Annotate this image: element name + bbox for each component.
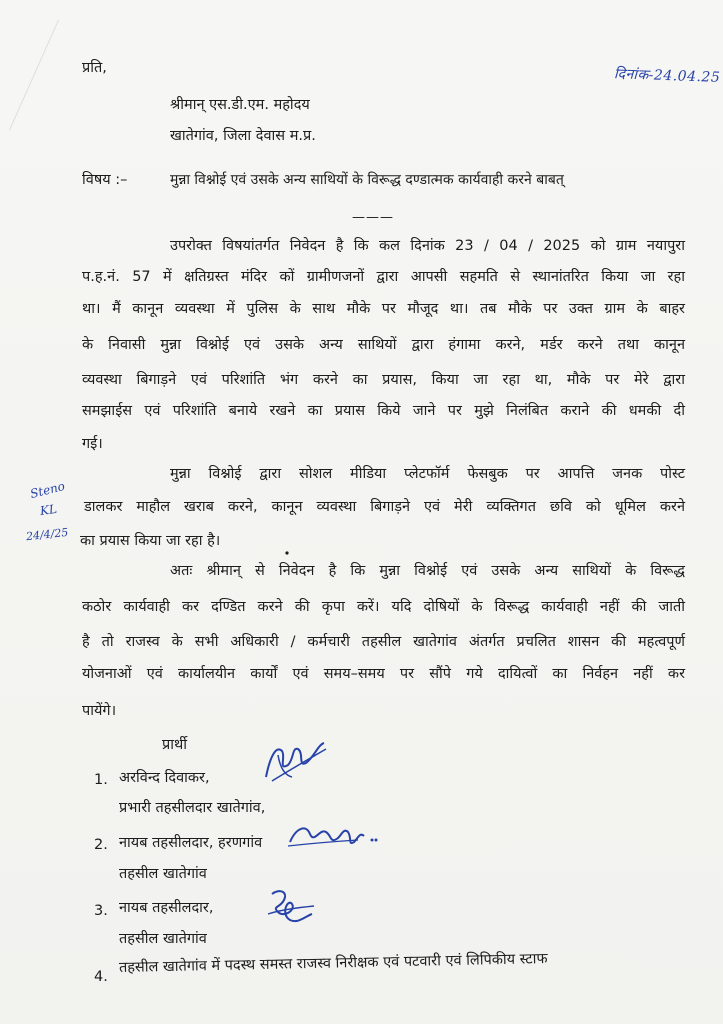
signatory-3-number: 3. bbox=[94, 903, 108, 919]
addressee-line1: श्रीमान् एस.डी.एम. महोदय bbox=[170, 97, 310, 113]
signatory-2-number: 2. bbox=[94, 837, 108, 853]
para3-line1: अतः श्रीमान् से निवेदन है कि मुन्ना विश्नोई एवं उसके अन्य साथियों के विरूद्ध bbox=[170, 563, 685, 579]
para1-line1: उपरोक्त विषयांतर्गत निवेदन है कि कल दिनांक 23 / 04 / 2025 को ग्राम नयापुरा bbox=[170, 238, 685, 254]
signature-1-graphic bbox=[258, 737, 328, 791]
para1-line4: के निवासी मुन्ना विश्नोई एवं उसके अन्य साथियों द्वारा हंगामा करने, मर्डर करने तथा कानून bbox=[82, 337, 685, 353]
para2-line1: मुन्ना विश्नोई द्वारा सोशल मीडिया प्लेटफॉर्म फेसबुक पर आपत्ति जनक पोस्ट bbox=[170, 466, 685, 482]
pen-dot-mark bbox=[284, 550, 290, 556]
signature-3-graphic bbox=[262, 884, 318, 928]
signatories-heading: प्रार्थी bbox=[162, 737, 188, 753]
subject-text: मुन्ना विश्नोई एवं उसके अन्य साथियों के विरूद्ध दण्डात्मक कार्यवाही करने बाबत् bbox=[170, 172, 564, 188]
signatory-4-number: 4. bbox=[94, 969, 108, 985]
para1-line3: था। मैं कानून व्यवस्था में पुलिस के साथ मौके पर मौजूद था। तब मौके पर उक्त ग्राम के बाहर bbox=[82, 301, 685, 317]
para1-line2: प.ह.नं. 57 में क्षतिग्रस्त मंदिर कों ग्रामीणजनों द्वारा आपसी सहमति से स्थानांतरित किया जा रहा bbox=[82, 269, 685, 285]
signatory-2-office: तहसील खातेगांव bbox=[119, 866, 207, 882]
para1-line5: व्यवस्था बिगाड़ने एवं परिशांति भंग करने का प्रयास, किया जा रहा था, मौके पर मेरे द्वारा bbox=[82, 372, 685, 388]
salutation-to: प्रति, bbox=[82, 60, 107, 76]
para3-line2: कठोर कार्यवाही कर दण्डित करने की कृपा करें। यदि दोषियों के विरूद्ध कार्यवाही नहीं की जाती bbox=[82, 599, 685, 615]
signatory-2-title: नायब तहसीलदार, हरणगांव bbox=[119, 835, 263, 851]
para1-line7: गई। bbox=[82, 436, 103, 452]
signatory-3-title: नायब तहसीलदार, bbox=[119, 900, 214, 916]
handwritten-date: दिनांक-24.04.25 bbox=[613, 66, 721, 86]
margin-note-initials: KL bbox=[39, 501, 58, 519]
para1-line6: समझाईस एवं परिशांति बनाये रखने का प्रयास किये जाने पर मुझे निलंबित कराने की धमकी दी bbox=[82, 403, 685, 419]
paper-fold-shadow bbox=[0, 20, 59, 130]
signature-2-graphic bbox=[286, 818, 378, 854]
subject-label: विषय :– bbox=[82, 172, 128, 188]
margin-note-date: 24/4/25 bbox=[25, 525, 69, 544]
margin-note-steno: Steno bbox=[28, 478, 67, 502]
signatory-4-staff: तहसील खातेगांव में पदस्थ समस्त राजस्व निरीक्षक एवं पटवारी एवं लिपिकीय स्टाफ bbox=[118, 951, 548, 976]
signatory-1-designation: प्रभारी तहसीलदार खातेगांव, bbox=[119, 800, 266, 816]
para3-line3: है तो राजस्व के सभी अधिकारी / कर्मचारी तहसील खातेगांव अंतर्गत प्रचलित शासन की महत्वपूर्ण bbox=[82, 634, 685, 650]
signatory-1-number: 1. bbox=[94, 772, 108, 788]
para3-line5: पायेंगे। bbox=[82, 703, 117, 719]
addressee-line2: खातेगांव, जिला देवास म.प्र. bbox=[170, 128, 316, 144]
subject-separator: ——— bbox=[352, 210, 394, 225]
signatory-1-name: अरविन्द दिवाकर, bbox=[119, 770, 210, 786]
para2-line2: डालकर माहौल खराब करने, कानून व्यवस्था बिगाड़ने एवं मेरी व्यक्तिगत छवि को धूमिल करने bbox=[84, 499, 685, 515]
para3-line4: योजनाओं एवं कार्यालयीन कार्यों एवं समय–समय पर सौंपे गये दायित्वों का निर्वहन नहीं कर bbox=[82, 666, 685, 682]
signatory-3-office: तहसील खातेगांव bbox=[119, 931, 207, 947]
para2-line3: का प्रयास किया जा रहा है। bbox=[80, 533, 221, 549]
